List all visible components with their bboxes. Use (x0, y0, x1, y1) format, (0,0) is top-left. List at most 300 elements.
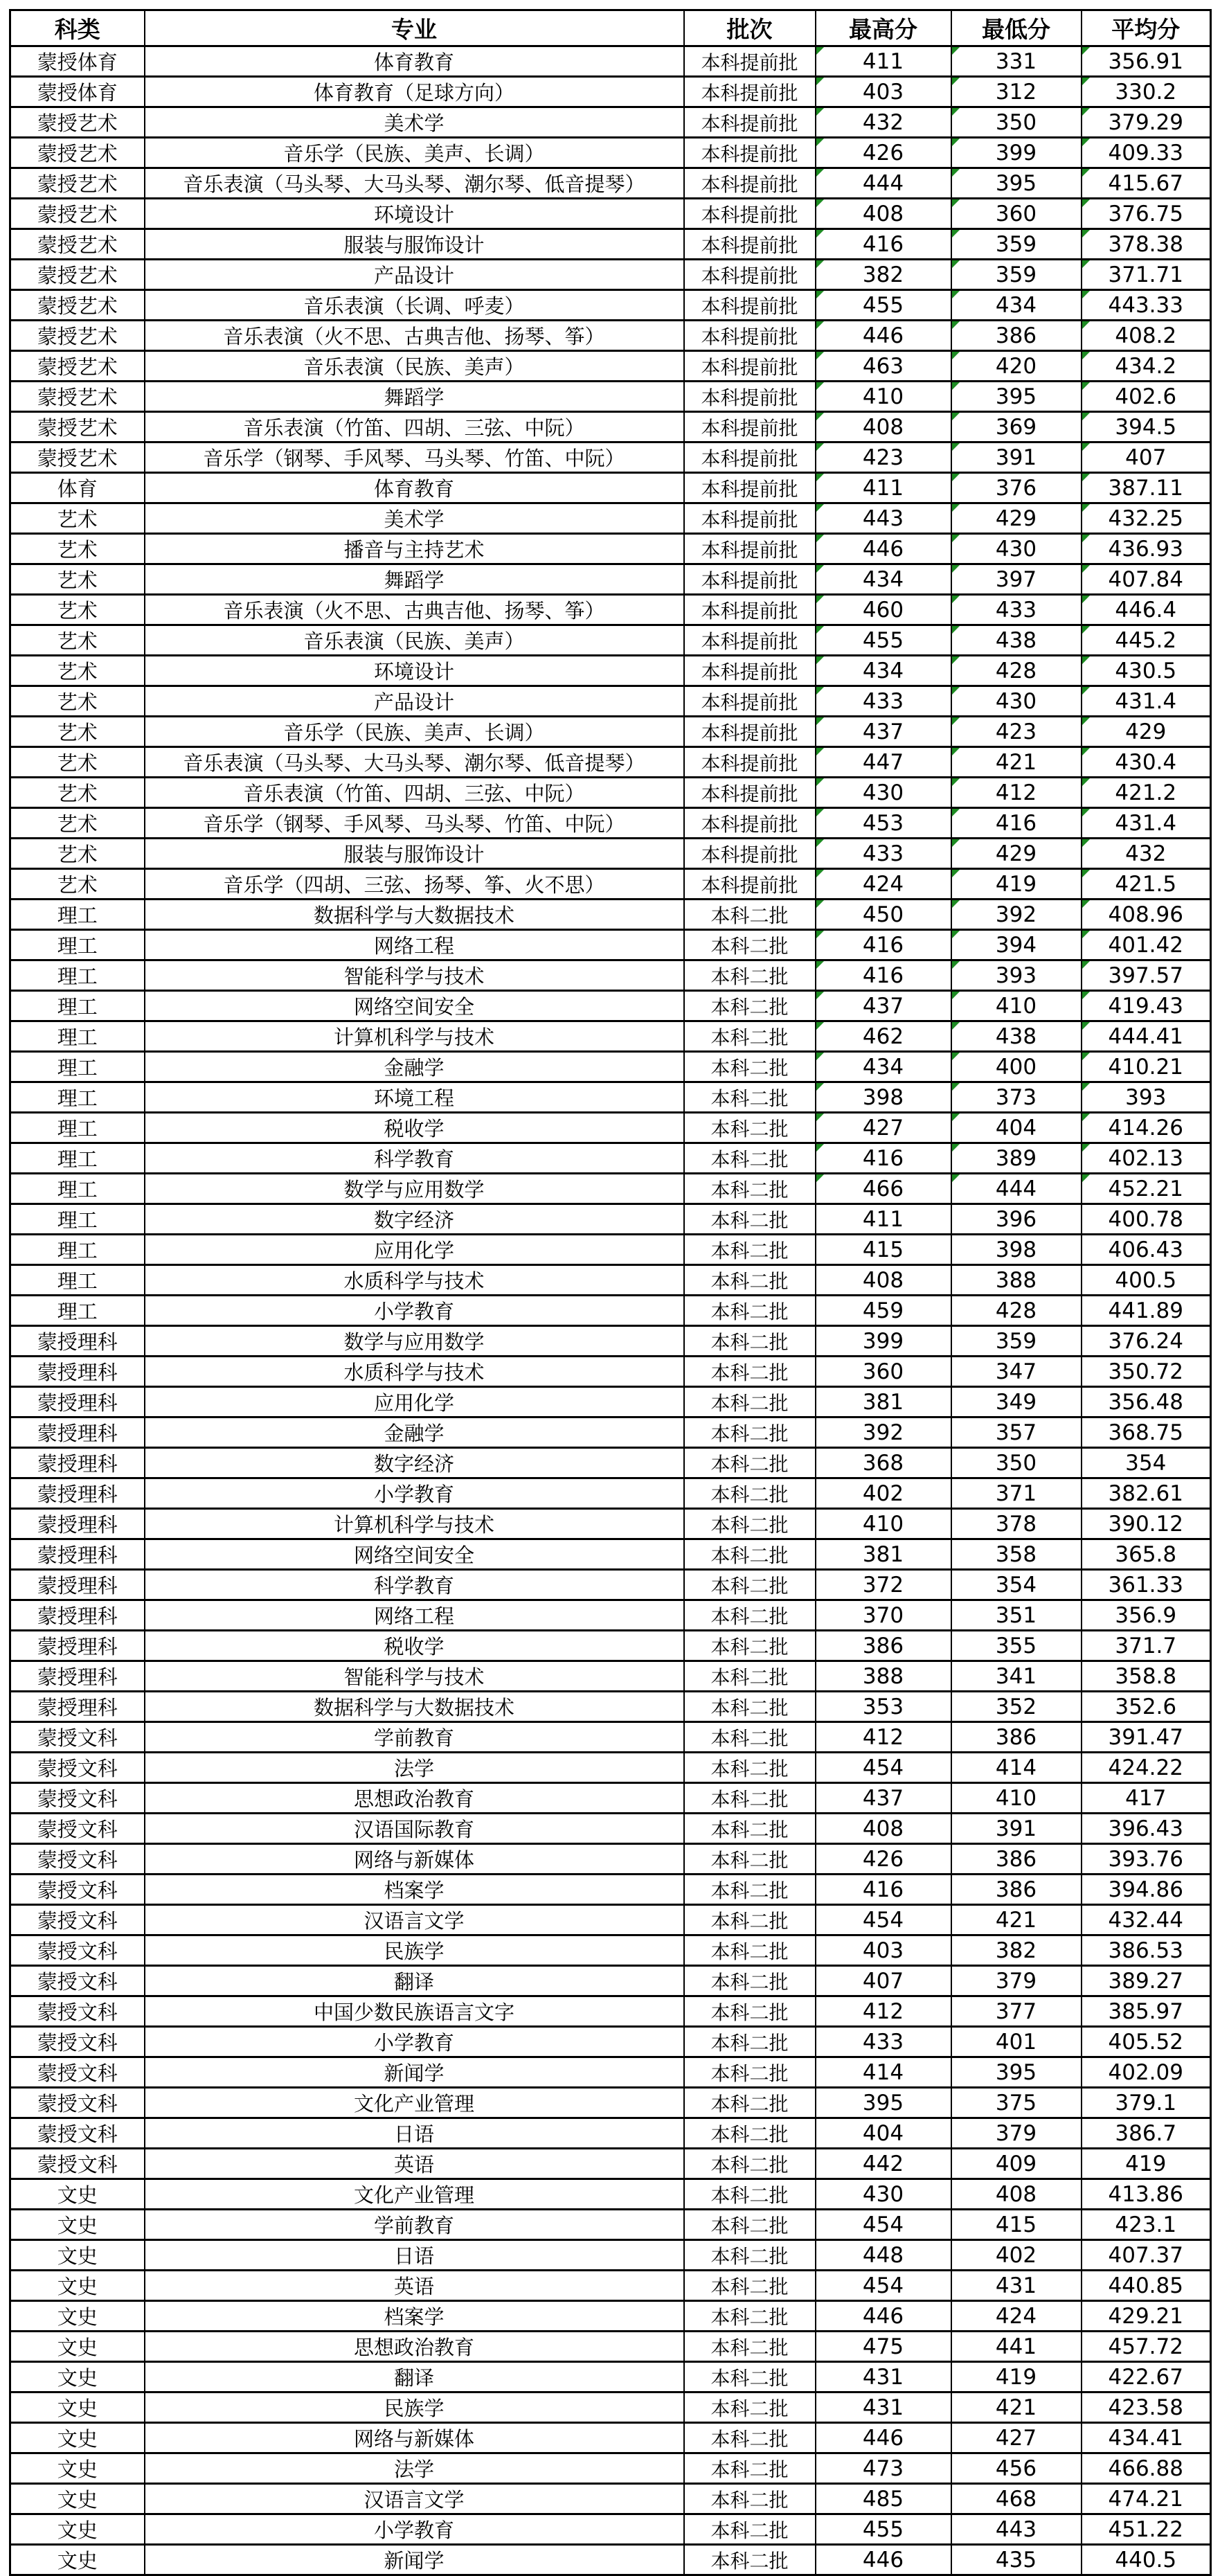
avg-score-cell: 371.71 (1082, 260, 1211, 290)
major-cell: 金融学 (145, 1417, 684, 1448)
number-stored-as-text-flag-icon (816, 78, 824, 85)
avg-score-cell: 394.5 (1082, 412, 1211, 442)
number-stored-as-text-flag-icon (816, 138, 824, 146)
number-stored-as-text-flag-icon (1082, 352, 1090, 359)
major-cell: 小学教育 (145, 1478, 684, 1509)
table-row (10, 2149, 1211, 2179)
table-row (10, 382, 1211, 412)
category-cell: 蒙授文科 (10, 2149, 145, 2179)
min-score-cell: 421 (951, 747, 1082, 778)
number-stored-as-text-flag-icon (816, 656, 824, 664)
batch-cell: 本科提前批 (684, 168, 816, 199)
avg-score-cell: 452.21 (1082, 1174, 1211, 1204)
batch-cell: 本科提前批 (684, 564, 816, 595)
category-cell: 蒙授文科 (10, 2088, 145, 2118)
min-score-cell: 404 (951, 1113, 1082, 1143)
avg-score-cell: 389.27 (1082, 1966, 1211, 1996)
batch-cell: 本科二批 (684, 1966, 816, 1996)
min-score-cell: 434 (951, 290, 1082, 321)
max-score-cell: 431 (816, 2362, 951, 2392)
max-score-cell: 446 (816, 2545, 951, 2575)
max-score-cell: 455 (816, 2514, 951, 2545)
category-cell: 蒙授文科 (10, 2118, 145, 2149)
avg-score-cell: 432 (1082, 839, 1211, 869)
number-stored-as-text-flag-icon (952, 809, 960, 816)
batch-cell: 本科二批 (684, 2027, 816, 2057)
max-score-cell: 450 (816, 900, 951, 930)
min-score-cell: 419 (951, 869, 1082, 900)
avg-score-cell: 390.12 (1082, 1509, 1211, 1539)
number-stored-as-text-flag-icon (816, 870, 824, 877)
major-cell: 服装与服饰设计 (145, 839, 684, 869)
table-row (10, 778, 1211, 808)
major-cell: 美术学 (145, 107, 684, 138)
batch-cell: 本科二批 (684, 1174, 816, 1204)
number-stored-as-text-flag-icon (952, 321, 960, 329)
max-score-cell: 430 (816, 2179, 951, 2210)
category-cell: 文史 (10, 2210, 145, 2240)
min-score-cell: 430 (951, 686, 1082, 717)
max-score-cell: 453 (816, 808, 951, 839)
major-cell: 环境工程 (145, 1082, 684, 1113)
max-score-cell: 448 (816, 2240, 951, 2271)
avg-score-cell: 393 (1082, 1082, 1211, 1113)
number-stored-as-text-flag-icon (1082, 382, 1090, 390)
batch-cell: 本科二批 (684, 1661, 816, 1692)
avg-score-cell: 408.96 (1082, 900, 1211, 930)
category-cell: 理工 (10, 1204, 145, 1235)
header-row (10, 10, 1211, 46)
max-score-cell: 408 (816, 1814, 951, 1844)
min-score-cell: 441 (951, 2332, 1082, 2362)
batch-cell: 本科二批 (684, 2301, 816, 2332)
column-header-batch: 批次 (684, 10, 816, 46)
category-cell: 理工 (10, 1235, 145, 1265)
table-row (10, 869, 1211, 900)
avg-score-cell: 365.8 (1082, 1539, 1211, 1570)
max-score-cell: 388 (816, 1661, 951, 1692)
category-cell: 蒙授理科 (10, 1570, 145, 1600)
max-score-cell: 446 (816, 2301, 951, 2332)
table-row (10, 46, 1211, 77)
min-score-cell: 443 (951, 2514, 1082, 2545)
min-score-cell: 433 (951, 595, 1082, 625)
table-row (10, 625, 1211, 656)
batch-cell: 本科提前批 (684, 717, 816, 747)
batch-cell: 本科二批 (684, 2088, 816, 2118)
min-score-cell: 396 (951, 1204, 1082, 1235)
number-stored-as-text-flag-icon (1082, 443, 1090, 451)
batch-cell: 本科二批 (684, 900, 816, 930)
category-cell: 蒙授理科 (10, 1387, 145, 1417)
number-stored-as-text-flag-icon (952, 230, 960, 238)
min-score-cell: 378 (951, 1509, 1082, 1539)
avg-score-cell: 361.33 (1082, 1570, 1211, 1600)
table-row (10, 2118, 1211, 2149)
category-cell: 理工 (10, 1265, 145, 1296)
min-score-cell: 421 (951, 2392, 1082, 2423)
min-score-cell: 438 (951, 625, 1082, 656)
avg-score-cell: 401.42 (1082, 930, 1211, 960)
major-cell: 学前教育 (145, 2210, 684, 2240)
number-stored-as-text-flag-icon (952, 596, 960, 603)
min-score-cell: 341 (951, 1661, 1082, 1692)
avg-score-cell: 414.26 (1082, 1113, 1211, 1143)
min-score-cell: 409 (951, 2149, 1082, 2179)
number-stored-as-text-flag-icon (1082, 656, 1090, 664)
major-cell: 法学 (145, 2453, 684, 2484)
min-score-cell: 420 (951, 351, 1082, 382)
table-row (10, 351, 1211, 382)
min-score-cell: 359 (951, 1326, 1082, 1357)
batch-cell: 本科二批 (684, 1570, 816, 1600)
category-cell: 文史 (10, 2332, 145, 2362)
category-cell: 理工 (10, 1174, 145, 1204)
category-cell: 体育 (10, 473, 145, 503)
number-stored-as-text-flag-icon (1082, 839, 1090, 847)
table-row (10, 107, 1211, 138)
batch-cell: 本科二批 (684, 2271, 816, 2301)
batch-cell: 本科二批 (684, 2362, 816, 2392)
major-cell: 应用化学 (145, 1235, 684, 1265)
number-stored-as-text-flag-icon (816, 992, 824, 999)
max-score-cell: 408 (816, 412, 951, 442)
number-stored-as-text-flag-icon (952, 1144, 960, 1152)
table-row (10, 1387, 1211, 1417)
batch-cell: 本科二批 (684, 1357, 816, 1387)
number-stored-as-text-flag-icon (816, 352, 824, 359)
table-row (10, 1905, 1211, 1935)
avg-score-cell: 443.33 (1082, 290, 1211, 321)
batch-cell: 本科提前批 (684, 534, 816, 564)
number-stored-as-text-flag-icon (952, 717, 960, 725)
major-cell: 金融学 (145, 1052, 684, 1082)
major-cell: 小学教育 (145, 1296, 684, 1326)
batch-cell: 本科二批 (684, 2057, 816, 2088)
category-cell: 文史 (10, 2514, 145, 2545)
max-score-cell: 395 (816, 2088, 951, 2118)
table-row (10, 2362, 1211, 2392)
avg-score-cell: 371.7 (1082, 1631, 1211, 1661)
min-score-cell: 359 (951, 229, 1082, 260)
category-cell: 艺术 (10, 534, 145, 564)
max-score-cell: 432 (816, 107, 951, 138)
table-row (10, 1296, 1211, 1326)
major-cell: 环境设计 (145, 656, 684, 686)
number-stored-as-text-flag-icon (952, 199, 960, 207)
number-stored-as-text-flag-icon (1082, 260, 1090, 268)
major-cell: 文化产业管理 (145, 2179, 684, 2210)
category-cell: 理工 (10, 930, 145, 960)
number-stored-as-text-flag-icon (816, 291, 824, 298)
batch-cell: 本科二批 (684, 1539, 816, 1570)
category-cell: 蒙授文科 (10, 1905, 145, 1935)
avg-score-cell: 432.44 (1082, 1905, 1211, 1935)
avg-score-cell: 422.67 (1082, 2362, 1211, 2392)
table-row (10, 442, 1211, 473)
max-score-cell: 463 (816, 351, 951, 382)
category-cell: 蒙授理科 (10, 1692, 145, 1722)
major-cell: 音乐学（民族、美声、长调） (145, 138, 684, 168)
min-score-cell: 386 (951, 1875, 1082, 1905)
category-cell: 艺术 (10, 564, 145, 595)
batch-cell: 本科提前批 (684, 442, 816, 473)
max-score-cell: 407 (816, 1966, 951, 1996)
avg-score-cell: 407.84 (1082, 564, 1211, 595)
number-stored-as-text-flag-icon (952, 748, 960, 755)
min-score-cell: 377 (951, 1996, 1082, 2027)
max-score-cell: 454 (816, 1905, 951, 1935)
number-stored-as-text-flag-icon (952, 870, 960, 877)
major-cell: 税收学 (145, 1113, 684, 1143)
min-score-cell: 389 (951, 1143, 1082, 1174)
min-score-cell: 398 (951, 1235, 1082, 1265)
table-row (10, 2240, 1211, 2271)
major-cell: 音乐表演（民族、美声） (145, 625, 684, 656)
number-stored-as-text-flag-icon (816, 748, 824, 755)
min-score-cell: 444 (951, 1174, 1082, 1204)
table-row (10, 1265, 1211, 1296)
min-score-cell: 349 (951, 1387, 1082, 1417)
max-score-cell: 485 (816, 2484, 951, 2514)
max-score-cell: 381 (816, 1387, 951, 1417)
table-row (10, 534, 1211, 564)
major-cell: 汉语国际教育 (145, 1814, 684, 1844)
table-row (10, 2057, 1211, 2088)
number-stored-as-text-flag-icon (952, 992, 960, 999)
min-score-cell: 399 (951, 138, 1082, 168)
table-row (10, 1661, 1211, 1692)
number-stored-as-text-flag-icon (816, 504, 824, 512)
table-row (10, 2210, 1211, 2240)
category-cell: 文史 (10, 2179, 145, 2210)
min-score-cell: 412 (951, 778, 1082, 808)
avg-score-cell: 413.86 (1082, 2179, 1211, 2210)
major-cell: 科学教育 (145, 1570, 684, 1600)
table-row (10, 717, 1211, 747)
number-stored-as-text-flag-icon (952, 504, 960, 512)
major-cell: 音乐学（钢琴、手风琴、马头琴、竹笛、中阮） (145, 808, 684, 839)
number-stored-as-text-flag-icon (1082, 931, 1090, 938)
major-cell: 音乐表演（民族、美声） (145, 351, 684, 382)
batch-cell: 本科二批 (684, 2332, 816, 2362)
batch-cell: 本科二批 (684, 1905, 816, 1935)
category-cell: 蒙授文科 (10, 2057, 145, 2088)
number-stored-as-text-flag-icon (1082, 138, 1090, 146)
major-cell: 数字经济 (145, 1204, 684, 1235)
table-row (10, 839, 1211, 869)
number-stored-as-text-flag-icon (816, 565, 824, 573)
major-cell: 法学 (145, 1753, 684, 1783)
batch-cell: 本科二批 (684, 1875, 816, 1905)
max-score-cell: 412 (816, 1722, 951, 1753)
batch-cell: 本科二批 (684, 1204, 816, 1235)
max-score-cell: 404 (816, 2118, 951, 2149)
table-row (10, 2423, 1211, 2453)
number-stored-as-text-flag-icon (816, 1022, 824, 1030)
table-row (10, 808, 1211, 839)
number-stored-as-text-flag-icon (1082, 1174, 1090, 1182)
category-cell: 理工 (10, 960, 145, 991)
batch-cell: 本科提前批 (684, 229, 816, 260)
max-score-cell: 455 (816, 625, 951, 656)
table-row (10, 1113, 1211, 1143)
batch-cell: 本科提前批 (684, 595, 816, 625)
min-score-cell: 431 (951, 2271, 1082, 2301)
min-score-cell: 386 (951, 321, 1082, 351)
avg-score-cell: 400.5 (1082, 1265, 1211, 1296)
avg-score-cell: 432.25 (1082, 503, 1211, 534)
table-row (10, 1722, 1211, 1753)
min-score-cell: 379 (951, 1966, 1082, 1996)
number-stored-as-text-flag-icon (816, 809, 824, 816)
number-stored-as-text-flag-icon (1082, 1022, 1090, 1030)
max-score-cell: 386 (816, 1631, 951, 1661)
avg-score-cell: 394.86 (1082, 1875, 1211, 1905)
min-score-cell: 360 (951, 199, 1082, 229)
number-stored-as-text-flag-icon (952, 565, 960, 573)
category-cell: 蒙授艺术 (10, 260, 145, 290)
batch-cell: 本科二批 (684, 1235, 816, 1265)
table-row (10, 2271, 1211, 2301)
major-cell: 产品设计 (145, 686, 684, 717)
table-row (10, 991, 1211, 1021)
number-stored-as-text-flag-icon (816, 596, 824, 603)
batch-cell: 本科二批 (684, 2118, 816, 2149)
batch-cell: 本科二批 (684, 1417, 816, 1448)
max-score-cell: 410 (816, 382, 951, 412)
min-score-cell: 375 (951, 2088, 1082, 2118)
avg-score-cell: 391.47 (1082, 1722, 1211, 1753)
number-stored-as-text-flag-icon (1082, 230, 1090, 238)
table-row (10, 138, 1211, 168)
admission-scores-table (9, 9, 1212, 2576)
category-cell: 艺术 (10, 595, 145, 625)
major-cell: 音乐表演（竹笛、四胡、三弦、中阮） (145, 412, 684, 442)
table-row (10, 229, 1211, 260)
avg-score-cell: 436.93 (1082, 534, 1211, 564)
number-stored-as-text-flag-icon (1082, 474, 1090, 481)
category-cell: 文史 (10, 2301, 145, 2332)
min-score-cell: 395 (951, 382, 1082, 412)
major-cell: 网络空间安全 (145, 1539, 684, 1570)
batch-cell: 本科二批 (684, 1844, 816, 1875)
batch-cell: 本科二批 (684, 1783, 816, 1814)
category-cell: 理工 (10, 900, 145, 930)
max-score-cell: 454 (816, 1753, 951, 1783)
major-cell: 智能科学与技术 (145, 1661, 684, 1692)
major-cell: 数学与应用数学 (145, 1326, 684, 1357)
table-row (10, 2179, 1211, 2210)
avg-score-cell: 406.43 (1082, 1235, 1211, 1265)
batch-cell: 本科二批 (684, 1722, 816, 1753)
major-cell: 汉语言文学 (145, 1905, 684, 1935)
batch-cell: 本科二批 (684, 2514, 816, 2545)
min-score-cell: 394 (951, 930, 1082, 960)
category-cell: 蒙授体育 (10, 77, 145, 107)
avg-score-cell: 396.43 (1082, 1814, 1211, 1844)
min-score-cell: 379 (951, 2118, 1082, 2149)
major-cell: 音乐表演（火不思、古典吉他、扬琴、筝） (145, 321, 684, 351)
min-score-cell: 421 (951, 1905, 1082, 1935)
table-row (10, 1448, 1211, 1478)
table-row (10, 656, 1211, 686)
number-stored-as-text-flag-icon (816, 321, 824, 329)
table-row (10, 1875, 1211, 1905)
avg-score-cell: 423.1 (1082, 2210, 1211, 2240)
avg-score-cell: 423.58 (1082, 2392, 1211, 2423)
major-cell: 科学教育 (145, 1143, 684, 1174)
table-row (10, 1021, 1211, 1052)
min-score-cell: 391 (951, 442, 1082, 473)
major-cell: 环境设计 (145, 199, 684, 229)
number-stored-as-text-flag-icon (952, 474, 960, 481)
major-cell: 翻译 (145, 2362, 684, 2392)
category-cell: 理工 (10, 1052, 145, 1082)
table-row (10, 747, 1211, 778)
batch-cell: 本科二批 (684, 1082, 816, 1113)
category-cell: 艺术 (10, 808, 145, 839)
number-stored-as-text-flag-icon (952, 656, 960, 664)
major-cell: 网络工程 (145, 930, 684, 960)
major-cell: 网络工程 (145, 1600, 684, 1631)
avg-score-cell: 402.09 (1082, 2057, 1211, 2088)
batch-cell: 本科二批 (684, 1143, 816, 1174)
max-score-cell: 411 (816, 46, 951, 77)
table-row (10, 900, 1211, 930)
category-cell: 文史 (10, 2392, 145, 2423)
major-cell: 舞蹈学 (145, 382, 684, 412)
max-score-cell: 446 (816, 534, 951, 564)
category-cell: 蒙授艺术 (10, 168, 145, 199)
number-stored-as-text-flag-icon (816, 717, 824, 725)
max-score-cell: 411 (816, 1204, 951, 1235)
batch-cell: 本科二批 (684, 930, 816, 960)
category-cell: 文史 (10, 2271, 145, 2301)
avg-score-cell: 430.4 (1082, 747, 1211, 778)
major-cell: 舞蹈学 (145, 564, 684, 595)
batch-cell: 本科二批 (684, 1509, 816, 1539)
min-score-cell: 350 (951, 1448, 1082, 1478)
major-cell: 应用化学 (145, 1387, 684, 1417)
number-stored-as-text-flag-icon (816, 169, 824, 177)
table-row (10, 199, 1211, 229)
max-score-cell: 447 (816, 747, 951, 778)
category-cell: 蒙授文科 (10, 1722, 145, 1753)
avg-score-cell: 466.88 (1082, 2453, 1211, 2484)
table-row (10, 1783, 1211, 1814)
min-score-cell: 357 (951, 1417, 1082, 1448)
max-score-cell: 370 (816, 1600, 951, 1631)
number-stored-as-text-flag-icon (816, 199, 824, 207)
max-score-cell: 403 (816, 1935, 951, 1966)
category-cell: 蒙授理科 (10, 1631, 145, 1661)
number-stored-as-text-flag-icon (1082, 687, 1090, 695)
max-score-cell: 433 (816, 2027, 951, 2057)
table-row (10, 290, 1211, 321)
batch-cell: 本科提前批 (684, 321, 816, 351)
number-stored-as-text-flag-icon (952, 778, 960, 786)
category-cell: 蒙授理科 (10, 1478, 145, 1509)
table-row (10, 1539, 1211, 1570)
min-score-cell: 468 (951, 2484, 1082, 2514)
number-stored-as-text-flag-icon (1082, 108, 1090, 116)
min-score-cell: 410 (951, 991, 1082, 1021)
major-cell: 英语 (145, 2149, 684, 2179)
batch-cell: 本科二批 (684, 1265, 816, 1296)
avg-score-cell: 431.4 (1082, 686, 1211, 717)
max-score-cell: 434 (816, 564, 951, 595)
